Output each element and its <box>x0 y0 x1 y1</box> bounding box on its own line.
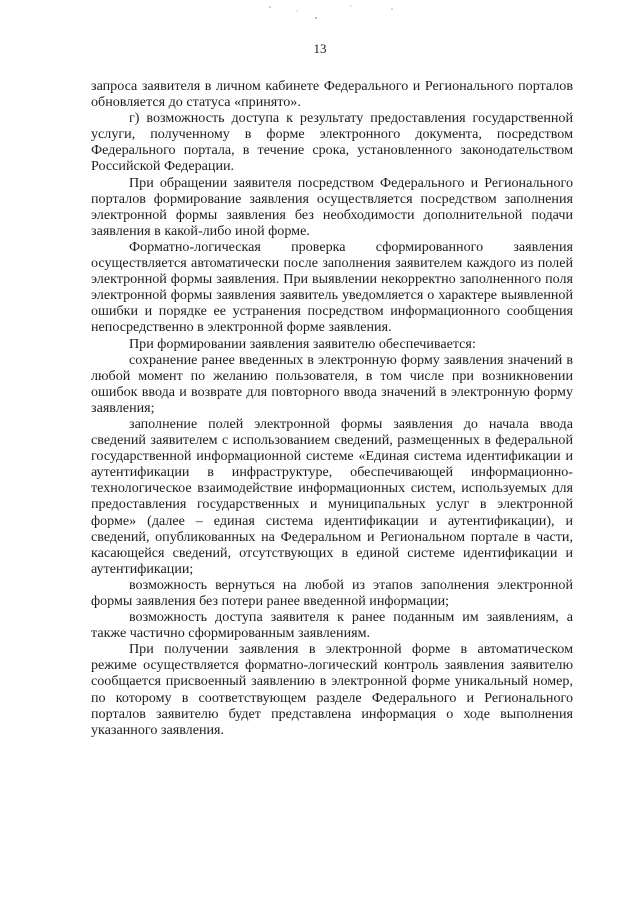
document-body <box>91 78 573 738</box>
paragraph: г) возможность доступа к результату предоставления государственной услуги, полученному в форме электронного документа, посредством Федерального портала, в течение срока, установленного законодательством Российской Федерации. <box>91 110 573 175</box>
paragraph: заполнение полей электронной формы заявления до начала ввода сведений заявителем с использованием сведений, размещенных в федеральной государственной информационной системе «Единая система идентификации и аутентификации в инфраструктуре, обеспечивающей информационно-технологическое взаимодействие информационных систем, используемых для предоставления государственных и муниципальных услуг в электронной форме» (далее – единая система идентификации и аутентификации), и сведений, опубликованных на Федеральном и Региональном портале в части, касающейся сведений, отсутствующих в единой системе идентификации и аутентификации; <box>91 415 573 577</box>
paragraph: Форматно-логическая проверка сформированного заявления осуществляется автоматически после заполнения заявителем каждого из полей электронной формы заявления. При выявлении некорректно заполненного поля электронной формы заявления заявитель уведомляется о характере выявленной ошибки и порядке ее устранения посредством информационного сообщения непосредственно в электронной форме заявления. <box>91 238 573 336</box>
paragraph: При получении заявления в электронной форме в автоматическом режиме осуществляется форматно-логический контроль заявления заявителю сообщается присвоенный заявлению в электронной форме уникальный номер, по которому в соответствующем разделе Федерального и Регионального порталов заявителю будет представлена информация о ходе выполнения указанного заявления. <box>91 641 573 738</box>
paragraph: При обращении заявителя посредством Федерального и Регионального порталов формирование заявления осуществляется посредством заполнения электронной формы заявления без необходимости дополнительной подачи заявления в какой-либо иной форме. <box>91 174 573 239</box>
paragraph: возможность вернуться на любой из этапов заполнения электронной формы заявления без потери ранее введенной информации; <box>91 576 573 609</box>
paragraph: возможность доступа заявителя к ранее поданным им заявлениям, а также частично сформированным заявлениям. <box>91 609 573 642</box>
paragraph: При формировании заявления заявителю обеспечивается: <box>129 335 476 352</box>
page-number: 13 <box>313 41 327 56</box>
paragraph: запроса заявителя в личном кабинете Федерального и Регионального порталов обновляется до статуса «принято». <box>91 78 573 111</box>
paragraph: сохранение ранее введенных в электронную форму заявления значений в любой момент по желанию пользователя, в том числе при возникновении ошибок ввода и возврате для повторного ввода значений в электронную форму заявления; <box>91 351 573 416</box>
scan-specks <box>0 0 640 40</box>
